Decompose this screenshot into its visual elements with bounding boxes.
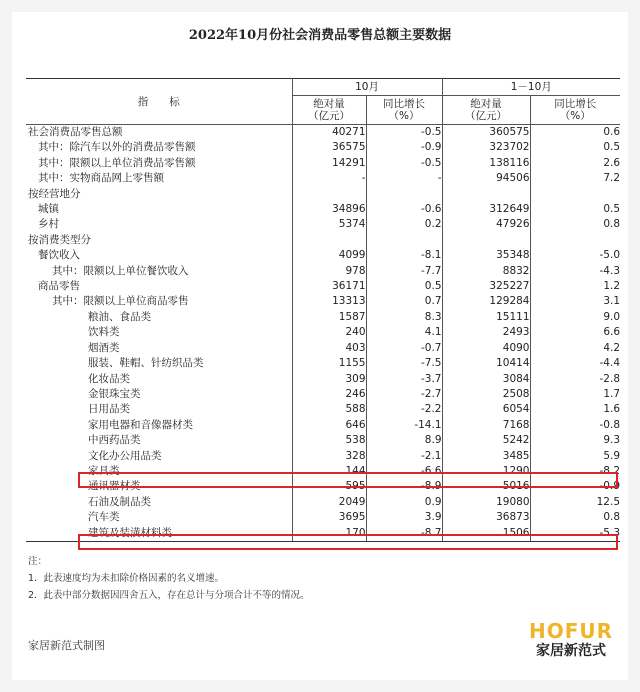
- month-yoy: -2.1: [366, 449, 442, 464]
- month-absolute: 328: [292, 449, 366, 464]
- table-row: [26, 202, 620, 217]
- cumulative-yoy: 1.6: [530, 402, 620, 417]
- highlight-furniture-row: [78, 472, 618, 488]
- cumulative-yoy: 6.6: [530, 325, 620, 340]
- month-absolute: 1155: [292, 356, 366, 371]
- month-absolute: 240: [292, 325, 366, 340]
- month-yoy: -14.1: [366, 418, 442, 433]
- row-label: 其中：实物商品网上零售额: [38, 172, 164, 185]
- row-label: 按经营地分: [28, 187, 81, 200]
- page-title: 2022年10月份社会消费品零售总额主要数据: [188, 28, 452, 43]
- header-cumulative-yoy: 同比增长 （%）: [530, 96, 620, 125]
- month-absolute: 5374: [292, 217, 366, 232]
- month-absolute: 14291: [292, 156, 366, 171]
- table-notes: [28, 553, 310, 604]
- cumulative-absolute: [442, 233, 530, 248]
- month-yoy: [366, 187, 442, 202]
- month-yoy: 0.5: [366, 279, 442, 294]
- month-absolute: 1587: [292, 310, 366, 325]
- table-row: [26, 156, 620, 171]
- month-yoy: -7.7: [366, 264, 442, 279]
- cumulative-yoy: 7.2: [530, 171, 620, 186]
- month-yoy: -0.9: [366, 140, 442, 155]
- month-yoy: -6.6: [366, 464, 442, 479]
- row-label: 其中：限额以上单位消费品零售额: [38, 156, 196, 169]
- table-row: [26, 341, 620, 356]
- month-yoy: -8.9: [366, 479, 442, 494]
- notes-heading: 注：: [28, 556, 48, 567]
- row-label: 服装、鞋帽、针纺织品类: [88, 357, 204, 370]
- highlight-building-materials-row: [78, 534, 618, 550]
- cumulative-absolute: 325227: [442, 279, 530, 294]
- note-2: 2．此表中部分数据因四舍五入，存在总计与分项合计不等的情况。: [28, 590, 310, 601]
- cumulative-yoy: 0.5: [530, 140, 620, 155]
- table-row: [26, 233, 620, 248]
- cumulative-absolute: 138116: [442, 156, 530, 171]
- month-yoy: -0.5: [366, 125, 442, 141]
- table-row: [26, 449, 620, 464]
- month-absolute: 36171: [292, 279, 366, 294]
- cumulative-absolute: 10414: [442, 356, 530, 371]
- table-row: [26, 125, 620, 141]
- cumulative-yoy: 5.9: [530, 449, 620, 464]
- header-indicator: 指 标: [26, 79, 292, 125]
- header-month-absolute: 绝对量 （亿元）: [292, 96, 366, 125]
- cumulative-absolute: 2493: [442, 325, 530, 340]
- cumulative-absolute: 36873: [442, 510, 530, 525]
- month-yoy: 0.2: [366, 217, 442, 232]
- month-yoy: -3.7: [366, 372, 442, 387]
- cumulative-yoy: 3.1: [530, 294, 620, 309]
- cumulative-absolute: 7168: [442, 418, 530, 433]
- month-absolute: 246: [292, 387, 366, 402]
- month-absolute: 34896: [292, 202, 366, 217]
- row-label: 金银珠宝类: [88, 387, 141, 400]
- row-label: 其中：限额以上单位商品零售: [52, 295, 189, 308]
- table-row: [26, 433, 620, 448]
- table-row: [26, 248, 620, 263]
- brand-logo-en: HOFUR: [528, 619, 614, 643]
- cumulative-yoy: 4.2: [530, 341, 620, 356]
- month-absolute: 978: [292, 264, 366, 279]
- header-month-yoy: 同比增长 （%）: [366, 96, 442, 125]
- table-row: [26, 495, 620, 510]
- cumulative-yoy: 2.6: [530, 156, 620, 171]
- header-month: 10月: [292, 79, 442, 96]
- row-label: 粮油、食品类: [88, 310, 151, 323]
- row-label: 饮料类: [88, 326, 120, 339]
- cumulative-absolute: 1290: [442, 464, 530, 479]
- cumulative-absolute: 35348: [442, 248, 530, 263]
- cumulative-absolute: 323702: [442, 140, 530, 155]
- cumulative-yoy: 0.6: [530, 125, 620, 141]
- row-label: 建筑及装潢材料类: [26, 526, 292, 542]
- cumulative-absolute: 3485: [442, 449, 530, 464]
- row-label: 化妆品类: [88, 372, 130, 385]
- cumulative-absolute: 1506: [442, 526, 530, 542]
- table-row: [26, 264, 620, 279]
- cumulative-yoy: -2.8: [530, 372, 620, 387]
- cumulative-absolute: [442, 187, 530, 202]
- month-absolute: 2049: [292, 495, 366, 510]
- month-absolute: [292, 233, 366, 248]
- month-yoy: -0.5: [366, 156, 442, 171]
- month-absolute: 403: [292, 341, 366, 356]
- table-row: [26, 402, 620, 417]
- month-yoy: 0.7: [366, 294, 442, 309]
- month-yoy: 3.9: [366, 510, 442, 525]
- month-yoy: 4.1: [366, 325, 442, 340]
- cumulative-yoy: 0.5: [530, 202, 620, 217]
- month-absolute: 36575: [292, 140, 366, 155]
- header-cumulative-absolute: 绝对量 （亿元）: [442, 96, 530, 125]
- row-label: 餐饮收入: [38, 249, 80, 262]
- cumulative-yoy: 1.7: [530, 387, 620, 402]
- table-row: [26, 372, 620, 387]
- table-row: [26, 325, 620, 340]
- month-yoy: -0.6: [366, 202, 442, 217]
- cumulative-absolute: 6054: [442, 402, 530, 417]
- month-yoy: -0.7: [366, 341, 442, 356]
- cumulative-absolute: 94506: [442, 171, 530, 186]
- month-yoy: 8.9: [366, 433, 442, 448]
- cumulative-yoy: -8.2: [530, 464, 620, 479]
- row-label: 商品零售: [38, 280, 80, 293]
- month-yoy: -8.1: [366, 248, 442, 263]
- table-row: [26, 217, 620, 232]
- table-row: [26, 187, 620, 202]
- month-yoy: 0.9: [366, 495, 442, 510]
- month-absolute: -: [292, 171, 366, 186]
- cumulative-absolute: 4090: [442, 341, 530, 356]
- cumulative-absolute: 2508: [442, 387, 530, 402]
- table-row: [26, 294, 620, 309]
- row-label: 按消费类型分: [28, 233, 91, 246]
- cumulative-absolute: 312649: [442, 202, 530, 217]
- month-yoy: -2.2: [366, 402, 442, 417]
- month-absolute: 595: [292, 479, 366, 494]
- cumulative-yoy: 12.5: [530, 495, 620, 510]
- row-label: 乡村: [38, 218, 59, 231]
- cumulative-absolute: 5242: [442, 433, 530, 448]
- month-absolute: 4099: [292, 248, 366, 263]
- month-absolute: 538: [292, 433, 366, 448]
- cumulative-yoy: -0.8: [530, 418, 620, 433]
- cumulative-yoy: [530, 187, 620, 202]
- brand-logo-cn: 家居新范式: [536, 643, 606, 659]
- brand-logo: [523, 620, 619, 660]
- cumulative-yoy: -4.3: [530, 264, 620, 279]
- month-absolute: 144: [292, 464, 366, 479]
- table-row: [26, 140, 620, 155]
- cumulative-yoy: [530, 233, 620, 248]
- source-caption: 家居新范式制图: [28, 639, 105, 652]
- cumulative-yoy: 9.3: [530, 433, 620, 448]
- month-yoy: -7.5: [366, 356, 442, 371]
- cumulative-absolute: 129284: [442, 294, 530, 309]
- month-absolute: 3695: [292, 510, 366, 525]
- row-label: 家用电器和音像器材类: [88, 418, 193, 431]
- cumulative-yoy: 1.2: [530, 279, 620, 294]
- table-row: [26, 510, 620, 525]
- row-label: 通讯器材类: [88, 480, 141, 493]
- month-absolute: [292, 187, 366, 202]
- row-label: 中西药品类: [88, 434, 141, 447]
- row-label: 石油及制品类: [88, 495, 151, 508]
- cumulative-absolute: 3084: [442, 372, 530, 387]
- table-row: [26, 279, 620, 294]
- table-row: [26, 171, 620, 186]
- cumulative-absolute: 8832: [442, 264, 530, 279]
- cumulative-absolute: 5016: [442, 479, 530, 494]
- row-label: 文化办公用品类: [88, 449, 162, 462]
- month-yoy: 8.3: [366, 310, 442, 325]
- cumulative-absolute: 360575: [442, 125, 530, 141]
- header-cumulative: 1－10月: [442, 79, 620, 96]
- month-yoy: [366, 233, 442, 248]
- cumulative-yoy: 0.8: [530, 217, 620, 232]
- table-row: [26, 387, 620, 402]
- month-absolute: 13313: [292, 294, 366, 309]
- month-absolute: 646: [292, 418, 366, 433]
- cumulative-yoy: 9.0: [530, 310, 620, 325]
- row-label: 城镇: [38, 203, 59, 216]
- cumulative-yoy: 0.8: [530, 510, 620, 525]
- month-yoy: -2.7: [366, 387, 442, 402]
- row-label: 社会消费品零售总额: [28, 126, 123, 138]
- row-label: 其中：限额以上单位餐饮收入: [52, 264, 189, 277]
- month-absolute: 170: [292, 526, 366, 542]
- cumulative-absolute: 19080: [442, 495, 530, 510]
- cumulative-yoy: -5.3: [530, 526, 620, 542]
- cumulative-absolute: 47926: [442, 217, 530, 232]
- note-1: 1．此表速度均为未扣除价格因素的名义增速。: [28, 573, 225, 584]
- month-yoy: -: [366, 171, 442, 186]
- month-absolute: 40271: [292, 125, 366, 141]
- cumulative-yoy: -5.0: [530, 248, 620, 263]
- cumulative-absolute: 15111: [442, 310, 530, 325]
- row-label: 烟酒类: [88, 341, 120, 354]
- row-label: 日用品类: [88, 403, 130, 416]
- table-row: [26, 356, 620, 371]
- month-yoy: -8.7: [366, 526, 442, 542]
- cumulative-yoy: -0.9: [530, 479, 620, 494]
- month-absolute: 588: [292, 402, 366, 417]
- table-row: [26, 310, 620, 325]
- row-label: 家具类: [88, 464, 120, 477]
- row-label: 汽车类: [88, 511, 120, 524]
- cumulative-yoy: -4.4: [530, 356, 620, 371]
- table-row: [26, 418, 620, 433]
- row-label: 其中：除汽车以外的消费品零售额: [38, 141, 196, 154]
- month-absolute: 309: [292, 372, 366, 387]
